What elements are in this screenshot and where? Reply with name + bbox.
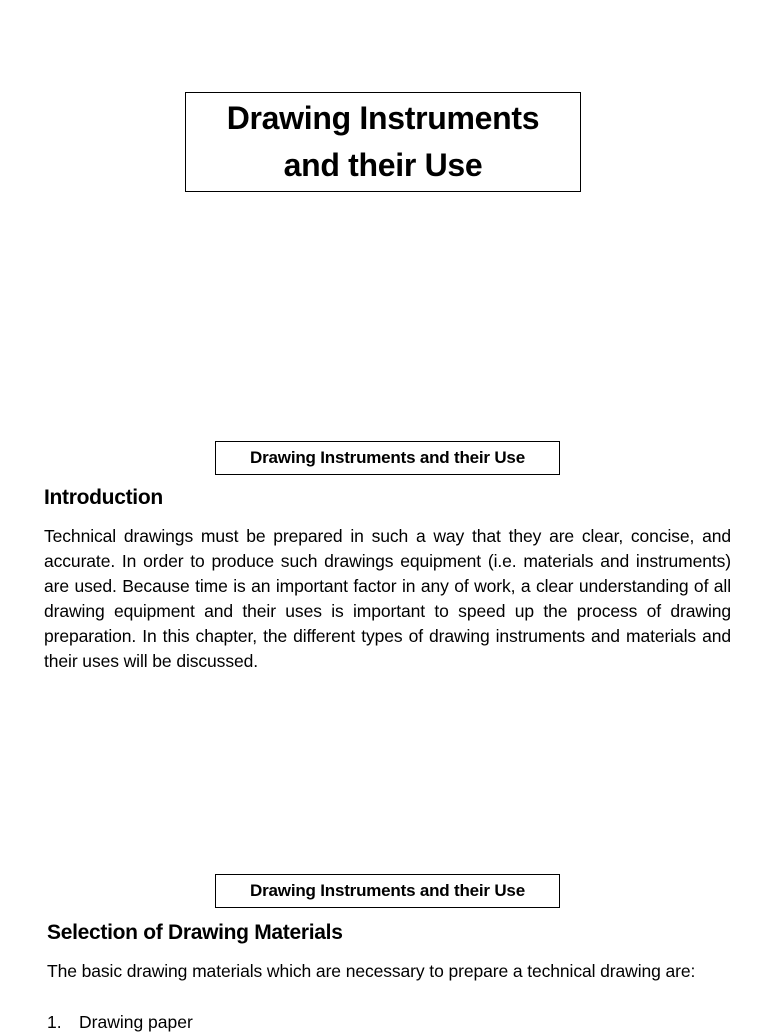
document-title-line-1: Drawing Instruments (226, 100, 540, 136)
document-title-box (185, 92, 581, 192)
introduction-paragraph: Technical drawings must be prepared in such a way that they are clear, concise, and accurate. In order to produce such drawings equipment (i.e. materials and instruments) are used. Because time is an important factor in any of work, a clear understanding of all drawing equipment and their uses is important to speed up the process of drawing preparation. In this chapter, the different types of drawing instruments and materials and their uses will be discussed. (44, 526, 731, 671)
selection-heading: Selection of Drawing Materials (47, 921, 343, 944)
list-item-text: Drawing paper (79, 1012, 193, 1032)
list-item-number: 1. (47, 1012, 62, 1032)
list-item (47, 1010, 193, 1035)
document-title-line-2: and their Use (283, 147, 483, 183)
materials-list (47, 1010, 193, 1035)
selection-paragraph: The basic drawing materials which are necessary to prepare a technical drawing are: (47, 961, 696, 981)
slide-header-box: Drawing Instruments and their Use (215, 874, 560, 908)
document-title (227, 95, 540, 189)
introduction-heading: Introduction (44, 486, 163, 509)
slide-header-box: Drawing Instruments and their Use (215, 441, 560, 475)
